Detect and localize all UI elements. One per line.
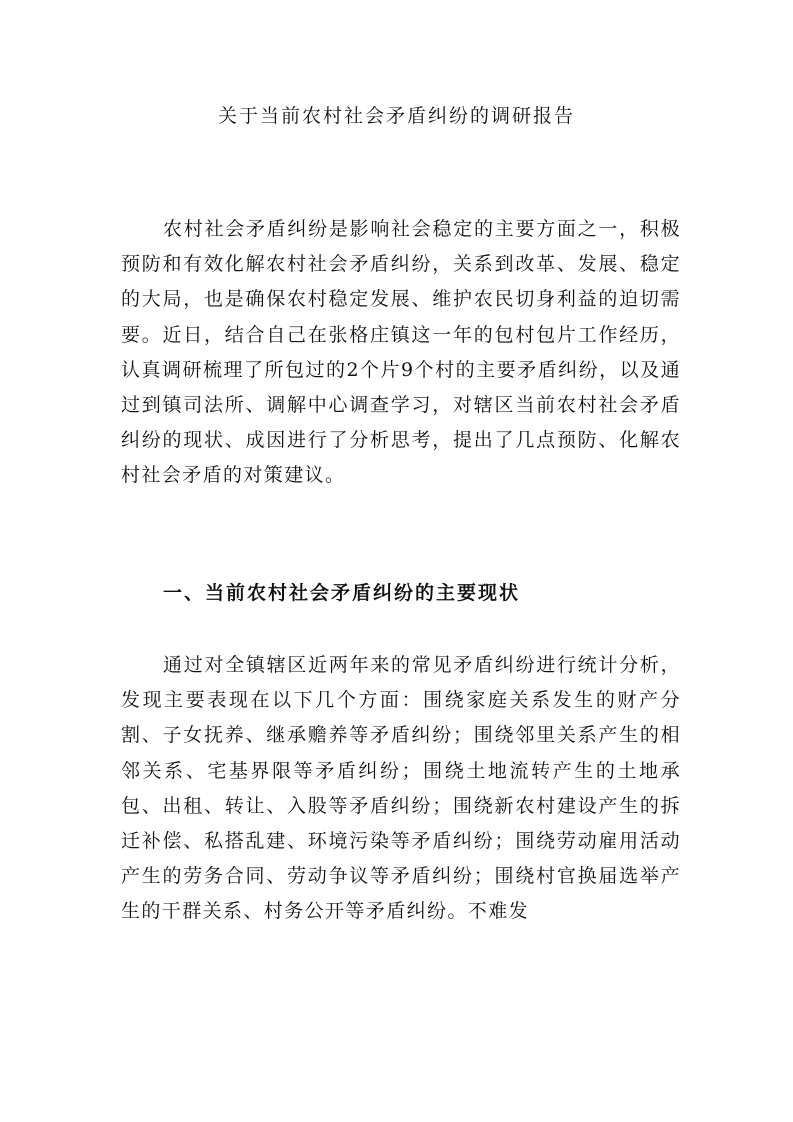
intro-paragraph: 农村社会矛盾纠纷是影响社会稳定的主要方面之一，积极预防和有效化解农村社会矛盾纠纷，关系到改革、发展、稳定的大局，也是确保农村稳定发展、维护农民切身利益的迫切需要。近日，结合自己在张格庄镇这一年的包村包片工作经历，认真调研梳理了所包过的2个片9个村的主要矛盾纠纷，以及通过到镇司法所、调解中心调查学习，对辖区当前农村社会矛盾纠纷的现状、成因进行了分析思考，提出了几点预防、化解农村社会矛盾的对策建议。	[121, 218, 681, 487]
document-title: 关于当前农村社会矛盾纠纷的调研报告	[217, 105, 575, 127]
section-heading: 一、当前农村社会矛盾纠纷的主要现状	[163, 582, 521, 604]
section-paragraph: 通过对全镇辖区近两年来的常见矛盾纠纷进行统计分析，发现主要表现在以下几个方面：围绕家庭关系发生的财产分割、子女抚养、继承赡养等矛盾纠纷；围绕邻里关系产生的相邻关系、宅基界限等矛盾纠纷；围绕土地流转产生的土地承包、出租、转让、入股等矛盾纠纷；围绕新农村建设产生的拆迁补偿、私搭乱建、环境污染等矛盾纠纷；围绕劳动雇用活动产生的劳务合同、劳动争议等矛盾纠纷；围绕村官换届选举产生的干群关系、村务公开等矛盾纠纷。不难发	[121, 654, 681, 923]
